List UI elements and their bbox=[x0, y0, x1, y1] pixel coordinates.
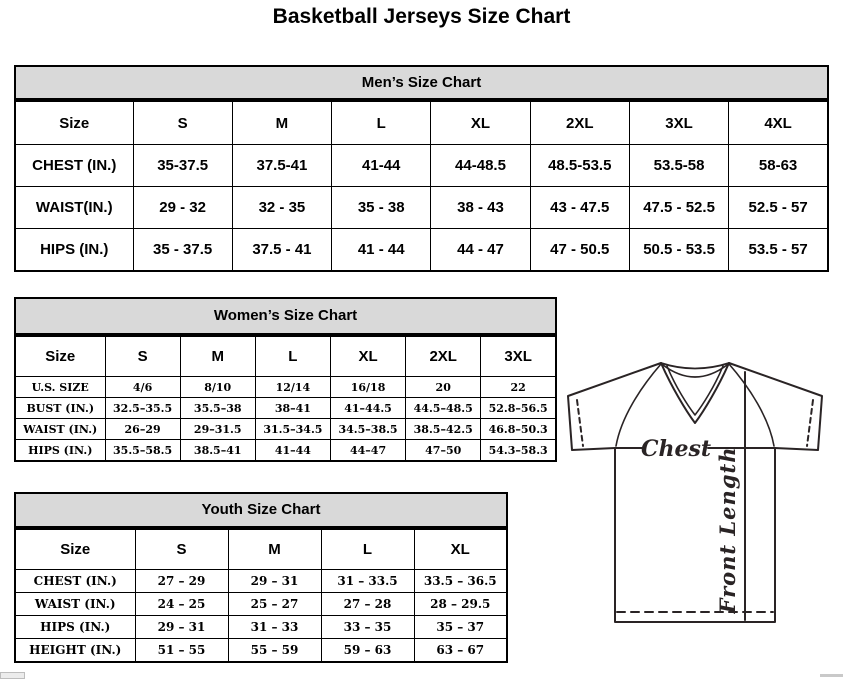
table-row bbox=[15, 377, 556, 398]
jersey-right-cuff-dashes bbox=[807, 400, 813, 446]
mens-row-label: WAIST(IN.) bbox=[15, 187, 133, 229]
mens-size-2xl: 2XL bbox=[530, 101, 629, 145]
youth-value-cell: 29 – 31 bbox=[228, 570, 321, 593]
mens-size-4xl: 4XL bbox=[729, 101, 828, 145]
womens-value-cell: 44.5–48.5 bbox=[406, 398, 481, 419]
womens-table bbox=[14, 335, 557, 462]
table-row bbox=[15, 145, 828, 187]
womens-value-cell: 8/10 bbox=[180, 377, 255, 398]
mens-value-cell: 37.5-41 bbox=[232, 145, 331, 187]
mens-size-header-row bbox=[15, 101, 828, 145]
womens-row-label: WAIST (IN.) bbox=[15, 419, 105, 440]
mens-value-cell: 35 - 38 bbox=[332, 187, 431, 229]
youth-size-label: Size bbox=[15, 529, 135, 570]
youth-value-cell: 28 – 29.5 bbox=[414, 593, 507, 616]
youth-value-cell: 51 – 55 bbox=[135, 639, 228, 663]
womens-size-xl: XL bbox=[330, 336, 405, 377]
womens-value-cell: 26–29 bbox=[105, 419, 180, 440]
mens-size-xl: XL bbox=[431, 101, 530, 145]
womens-value-cell: 31.5–34.5 bbox=[255, 419, 330, 440]
scrollbar-fragment[interactable] bbox=[820, 674, 843, 677]
youth-size-chart bbox=[14, 492, 508, 663]
womens-size-chart bbox=[14, 297, 557, 462]
table-row bbox=[15, 570, 507, 593]
mens-value-cell: 38 - 43 bbox=[431, 187, 530, 229]
youth-value-cell: 33.5 – 36.5 bbox=[414, 570, 507, 593]
womens-value-cell: 41–44.5 bbox=[330, 398, 405, 419]
mens-table-title: Men’s Size Chart bbox=[14, 65, 829, 100]
table-row bbox=[15, 229, 828, 272]
womens-value-cell: 34.5–38.5 bbox=[330, 419, 405, 440]
jersey-illustration bbox=[556, 358, 843, 630]
mens-size-l: L bbox=[332, 101, 431, 145]
mens-value-cell: 53.5-58 bbox=[629, 145, 728, 187]
mens-size-3xl: 3XL bbox=[629, 101, 728, 145]
youth-value-cell: 31 – 33.5 bbox=[321, 570, 414, 593]
jersey-body-outline bbox=[615, 448, 775, 622]
womens-value-cell: 38.5–41 bbox=[180, 440, 255, 462]
womens-row-label: HIPS (IN.) bbox=[15, 440, 105, 462]
youth-value-cell: 33 – 35 bbox=[321, 616, 414, 639]
youth-value-cell: 31 – 33 bbox=[228, 616, 321, 639]
youth-size-l: L bbox=[321, 529, 414, 570]
table-row bbox=[15, 440, 556, 462]
mens-size-chart bbox=[14, 65, 829, 272]
womens-table-title: Women’s Size Chart bbox=[14, 297, 557, 335]
mens-value-cell: 35 - 37.5 bbox=[133, 229, 232, 272]
womens-size-label: Size bbox=[15, 336, 105, 377]
mens-value-cell: 41 - 44 bbox=[332, 229, 431, 272]
mens-value-cell: 29 - 32 bbox=[133, 187, 232, 229]
womens-value-cell: 46.8–50.3 bbox=[481, 419, 556, 440]
mens-value-cell: 47 - 50.5 bbox=[530, 229, 629, 272]
mens-row-label: CHEST (IN.) bbox=[15, 145, 133, 187]
youth-row-label: HEIGHT (IN.) bbox=[15, 639, 135, 663]
youth-size-m: M bbox=[228, 529, 321, 570]
womens-value-cell: 4/6 bbox=[105, 377, 180, 398]
womens-value-cell: 41–44 bbox=[255, 440, 330, 462]
womens-size-3xl: 3XL bbox=[481, 336, 556, 377]
mens-value-cell: 37.5 - 41 bbox=[232, 229, 331, 272]
womens-value-cell: 22 bbox=[481, 377, 556, 398]
womens-value-cell: 35.5–58.5 bbox=[105, 440, 180, 462]
table-row bbox=[15, 187, 828, 229]
mens-row-label: HIPS (IN.) bbox=[15, 229, 133, 272]
mens-table bbox=[14, 100, 829, 272]
youth-value-cell: 35 – 37 bbox=[414, 616, 507, 639]
youth-row-label: WAIST (IN.) bbox=[15, 593, 135, 616]
mens-value-cell: 41-44 bbox=[332, 145, 431, 187]
youth-value-cell: 29 – 31 bbox=[135, 616, 228, 639]
mens-value-cell: 50.5 - 53.5 bbox=[629, 229, 728, 272]
womens-value-cell: 47–50 bbox=[406, 440, 481, 462]
womens-value-cell: 32.5–35.5 bbox=[105, 398, 180, 419]
youth-value-cell: 55 – 59 bbox=[228, 639, 321, 663]
youth-value-cell: 27 – 28 bbox=[321, 593, 414, 616]
womens-value-cell: 35.5–38 bbox=[180, 398, 255, 419]
mens-size-m: M bbox=[232, 101, 331, 145]
womens-value-cell: 38.5–42.5 bbox=[406, 419, 481, 440]
mens-value-cell: 47.5 - 52.5 bbox=[629, 187, 728, 229]
table-row bbox=[15, 593, 507, 616]
table-row bbox=[15, 639, 507, 663]
youth-size-header-row bbox=[15, 529, 507, 570]
youth-row-label: CHEST (IN.) bbox=[15, 570, 135, 593]
chest-label: Chest bbox=[640, 436, 712, 462]
youth-table-title: Youth Size Chart bbox=[14, 492, 508, 528]
youth-value-cell: 27 – 29 bbox=[135, 570, 228, 593]
womens-value-cell: 54.3–58.3 bbox=[481, 440, 556, 462]
womens-value-cell: 44–47 bbox=[330, 440, 405, 462]
mens-size-s: S bbox=[133, 101, 232, 145]
youth-value-cell: 63 – 67 bbox=[414, 639, 507, 663]
mens-value-cell: 43 - 47.5 bbox=[530, 187, 629, 229]
youth-value-cell: 59 – 63 bbox=[321, 639, 414, 663]
womens-value-cell: 29–31.5 bbox=[180, 419, 255, 440]
mens-value-cell: 48.5-53.5 bbox=[530, 145, 629, 187]
mens-value-cell: 44-48.5 bbox=[431, 145, 530, 187]
youth-value-cell: 24 – 25 bbox=[135, 593, 228, 616]
youth-value-cell: 25 – 27 bbox=[228, 593, 321, 616]
table-row bbox=[15, 398, 556, 419]
mens-size-label: Size bbox=[15, 101, 133, 145]
mens-value-cell: 32 - 35 bbox=[232, 187, 331, 229]
womens-value-cell: 12/14 bbox=[255, 377, 330, 398]
mens-value-cell: 44 - 47 bbox=[431, 229, 530, 272]
front-length-label: Front Length bbox=[715, 446, 740, 614]
womens-row-label: U.S. SIZE bbox=[15, 377, 105, 398]
youth-table bbox=[14, 528, 508, 663]
womens-size-2xl: 2XL bbox=[406, 336, 481, 377]
youth-row-label: HIPS (IN.) bbox=[15, 616, 135, 639]
page-title: Basketball Jerseys Size Chart bbox=[272, 5, 571, 28]
womens-size-m: M bbox=[180, 336, 255, 377]
womens-value-cell: 52.8–56.5 bbox=[481, 398, 556, 419]
womens-row-label: BUST (IN.) bbox=[15, 398, 105, 419]
youth-size-s: S bbox=[135, 529, 228, 570]
youth-size-xl: XL bbox=[414, 529, 507, 570]
jersey-measurement-diagram bbox=[556, 358, 843, 630]
horizontal-scrollbar-thumb[interactable] bbox=[0, 672, 25, 679]
womens-size-s: S bbox=[105, 336, 180, 377]
womens-size-header-row bbox=[15, 336, 556, 377]
womens-value-cell: 38–41 bbox=[255, 398, 330, 419]
mens-value-cell: 58-63 bbox=[729, 145, 828, 187]
mens-value-cell: 53.5 - 57 bbox=[729, 229, 828, 272]
womens-size-l: L bbox=[255, 336, 330, 377]
table-row bbox=[15, 419, 556, 440]
table-row bbox=[15, 616, 507, 639]
mens-value-cell: 52.5 - 57 bbox=[729, 187, 828, 229]
womens-value-cell: 16/18 bbox=[330, 377, 405, 398]
womens-value-cell: 20 bbox=[406, 377, 481, 398]
mens-value-cell: 35-37.5 bbox=[133, 145, 232, 187]
jersey-left-cuff-dashes bbox=[577, 400, 583, 446]
jersey-collar-back-arc bbox=[661, 363, 729, 369]
